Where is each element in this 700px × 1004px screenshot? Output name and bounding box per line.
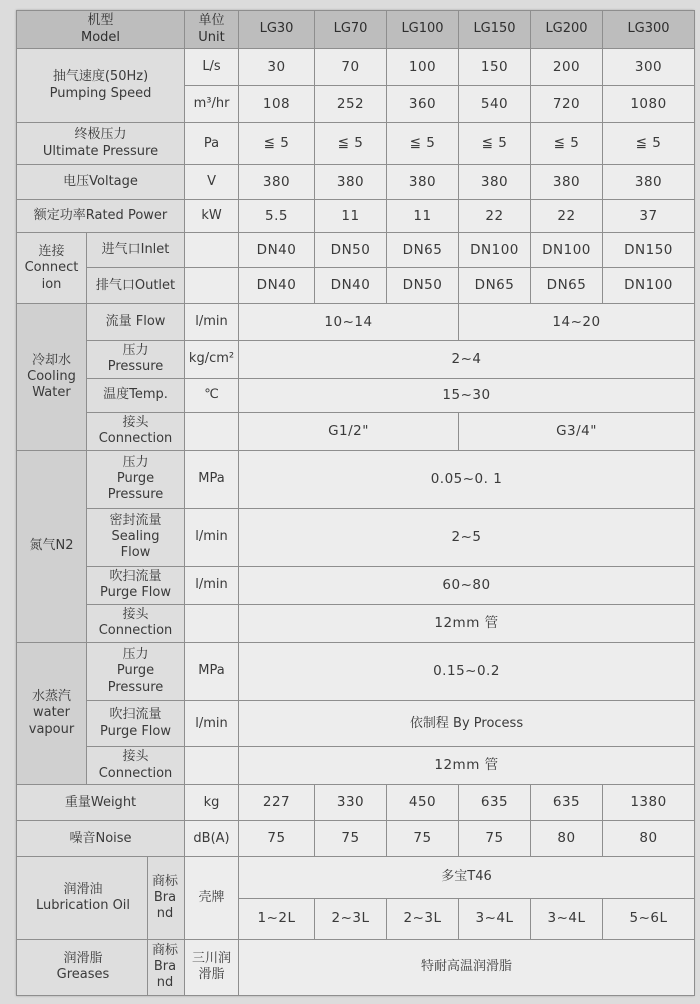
value-cell: 12mm 管 (239, 747, 695, 785)
cooling-pressure-label: 压力 Pressure (87, 340, 185, 378)
inlet-label: 进气口Inlet (87, 233, 185, 268)
value-cell: 1~2L (239, 898, 315, 939)
model-lg100: LG100 (387, 11, 459, 49)
value-cell: DN100 (459, 233, 531, 268)
value-cell: 0.15~0.2 (239, 643, 695, 701)
value-cell: 150 (459, 49, 531, 86)
cooling-temp-row (17, 378, 695, 412)
value-cell: 380 (239, 165, 315, 200)
unit-cell: Pa (185, 123, 239, 165)
value-cell: 3~4L (459, 898, 531, 939)
value-cell: 60~80 (239, 566, 695, 604)
value-cell: DN65 (387, 233, 459, 268)
unit-cell: MPa (185, 450, 239, 508)
value-cell: DN40 (315, 268, 387, 304)
noise-row (17, 821, 695, 857)
value-cell: 22 (531, 200, 603, 233)
spec-sheet (16, 10, 694, 996)
noise-label: 噪音Noise (17, 821, 185, 857)
unit-cell (185, 233, 239, 268)
lubrication-sub-label: 壳牌 (185, 857, 239, 939)
vapour-label: 水蒸汽 water vapour (17, 643, 87, 785)
value-cell: 108 (239, 86, 315, 123)
value-cell: DN50 (387, 268, 459, 304)
value-cell: 380 (459, 165, 531, 200)
value-cell: 11 (315, 200, 387, 233)
lubrication-brand-value: 多宝T46 (239, 857, 695, 898)
value-cell: 22 (459, 200, 531, 233)
n2-connection-label: 接头 Connection (87, 604, 185, 642)
voltage-label: 电压Voltage (17, 165, 185, 200)
unit-cell: l/min (185, 566, 239, 604)
vapour-purge-pressure-row (17, 643, 695, 701)
value-cell: 100 (387, 49, 459, 86)
cooling-water-label: 冷却水 Cooling Water (17, 304, 87, 450)
pumping-speed-row-ls (17, 49, 695, 86)
value-cell: DN65 (531, 268, 603, 304)
ultimate-pressure-row (17, 123, 695, 165)
unit-cell (185, 268, 239, 304)
rated-power-row (17, 200, 695, 233)
value-cell: 37 (603, 200, 695, 233)
nitrogen-label: 氮气N2 (17, 450, 87, 642)
header-row (17, 11, 695, 49)
value-cell: 30 (239, 49, 315, 86)
n2-sealing-flow-label: 密封流量 Sealing Flow (87, 508, 185, 566)
connection-outlet-row (17, 268, 695, 304)
value-cell: DN100 (531, 233, 603, 268)
value-cell: 635 (459, 785, 531, 821)
value-cell: 200 (531, 49, 603, 86)
value-cell: 300 (603, 49, 695, 86)
unit-cell: kg/cm² (185, 340, 239, 378)
value-cell: ≦ 5 (459, 123, 531, 165)
pumping-speed-label: 抽气速度(50Hz) Pumping Speed (17, 49, 185, 123)
value-cell: 380 (387, 165, 459, 200)
unit-cell (185, 604, 239, 642)
n2-purge-flow-row (17, 566, 695, 604)
value-cell: 10~14 (239, 304, 459, 340)
greases-sub-label: 三川润 滑脂 (185, 939, 239, 995)
unit-cell: ℃ (185, 378, 239, 412)
n2-purge-pressure-label: 压力 Purge Pressure (87, 450, 185, 508)
value-cell: DN100 (603, 268, 695, 304)
n2-connection-row (17, 604, 695, 642)
value-cell: 380 (603, 165, 695, 200)
unit-cell: l/min (185, 508, 239, 566)
unit-cell (185, 412, 239, 450)
value-cell: 2~3L (315, 898, 387, 939)
model-lg200: LG200 (531, 11, 603, 49)
n2-purge-pressure-row (17, 450, 695, 508)
value-cell: DN50 (315, 233, 387, 268)
cooling-flow-label: 流量 Flow (87, 304, 185, 340)
greases-label-cell (17, 939, 185, 995)
cooling-flow-row (17, 304, 695, 340)
value-cell: G1/2" (239, 412, 459, 450)
spec-table (16, 10, 695, 996)
greases-brand-label: 商标 Bra nd (147, 940, 182, 995)
unit-cell: kg (185, 785, 239, 821)
value-cell: 80 (603, 821, 695, 857)
cooling-connection-label: 接头 Connection (87, 412, 185, 450)
rated-power-label: 额定功率Rated Power (17, 200, 185, 233)
lubrication-brand-row (17, 857, 695, 898)
model-lg150: LG150 (459, 11, 531, 49)
vapour-purge-flow-label: 吹扫流量 Purge Flow (87, 701, 185, 747)
value-cell: 2~4 (239, 340, 695, 378)
model-lg300: LG300 (603, 11, 695, 49)
unit-cell: m³/hr (185, 86, 239, 123)
value-cell: 12mm 管 (239, 604, 695, 642)
value-cell: 330 (315, 785, 387, 821)
unit-cell: dB(A) (185, 821, 239, 857)
unit-cell: l/min (185, 304, 239, 340)
lubrication-oil-text: 润滑油 Lubrication Oil (35, 881, 131, 914)
outlet-label: 排气口Outlet (87, 268, 185, 304)
voltage-row (17, 165, 695, 200)
vapour-connection-label: 接头 Connection (87, 747, 185, 785)
value-cell: 1380 (603, 785, 695, 821)
greases-row (17, 939, 695, 995)
value-cell: 540 (459, 86, 531, 123)
value-cell: ≦ 5 (603, 123, 695, 165)
value-cell: DN40 (239, 233, 315, 268)
value-cell: 360 (387, 86, 459, 123)
unit-cell: V (185, 165, 239, 200)
value-cell: 227 (239, 785, 315, 821)
value-cell: ≦ 5 (531, 123, 603, 165)
unit-cell: L/s (185, 49, 239, 86)
greases-value: 特耐高温润滑脂 (239, 939, 695, 995)
value-cell: 5.5 (239, 200, 315, 233)
value-cell: 75 (387, 821, 459, 857)
lubrication-brand-label: 商标 Bra nd (147, 857, 182, 938)
lubrication-oil-label (17, 857, 185, 939)
value-cell: ≦ 5 (315, 123, 387, 165)
value-cell: 15~30 (239, 378, 695, 412)
weight-label: 重量Weight (17, 785, 185, 821)
vapour-purge-flow-row (17, 701, 695, 747)
value-cell: DN65 (459, 268, 531, 304)
connection-label: 连接 Connect ion (17, 233, 87, 304)
value-cell: 2~5 (239, 508, 695, 566)
value-cell: 70 (315, 49, 387, 86)
value-cell: 720 (531, 86, 603, 123)
value-cell: DN150 (603, 233, 695, 268)
value-cell: DN40 (239, 268, 315, 304)
model-header: 机型 Model (17, 11, 185, 49)
value-cell: 11 (387, 200, 459, 233)
cooling-temp-label: 温度Temp. (87, 378, 185, 412)
value-cell: 80 (531, 821, 603, 857)
vapour-purge-pressure-label: 压力 Purge Pressure (87, 643, 185, 701)
value-cell: 2~3L (387, 898, 459, 939)
value-cell: 3~4L (531, 898, 603, 939)
unit-cell: l/min (185, 701, 239, 747)
n2-purge-flow-label: 吹扫流量 Purge Flow (87, 566, 185, 604)
value-cell: 75 (315, 821, 387, 857)
value-cell: 380 (531, 165, 603, 200)
weight-row (17, 785, 695, 821)
value-cell: 252 (315, 86, 387, 123)
unit-cell: kW (185, 200, 239, 233)
value-cell: 75 (239, 821, 315, 857)
value-cell: ≦ 5 (387, 123, 459, 165)
model-lg70: LG70 (315, 11, 387, 49)
unit-cell: MPa (185, 643, 239, 701)
value-cell: 450 (387, 785, 459, 821)
value-cell: 14~20 (459, 304, 695, 340)
cooling-connection-row (17, 412, 695, 450)
model-lg30: LG30 (239, 11, 315, 49)
cooling-pressure-row (17, 340, 695, 378)
value-cell: G3/4" (459, 412, 695, 450)
value-cell: 5~6L (603, 898, 695, 939)
ultimate-pressure-label: 终极压力 Ultimate Pressure (17, 123, 185, 165)
greases-text: 润滑脂 Greases (56, 951, 110, 983)
value-cell: 75 (459, 821, 531, 857)
connection-inlet-row (17, 233, 695, 268)
value-cell: 635 (531, 785, 603, 821)
value-cell: 0.05~0. 1 (239, 450, 695, 508)
vapour-connection-row (17, 747, 695, 785)
value-cell: ≦ 5 (239, 123, 315, 165)
n2-sealing-flow-row (17, 508, 695, 566)
unit-header: 单位 Unit (185, 11, 239, 49)
value-cell: 1080 (603, 86, 695, 123)
value-cell: 380 (315, 165, 387, 200)
unit-cell (185, 747, 239, 785)
value-cell: 依制程 By Process (239, 701, 695, 747)
